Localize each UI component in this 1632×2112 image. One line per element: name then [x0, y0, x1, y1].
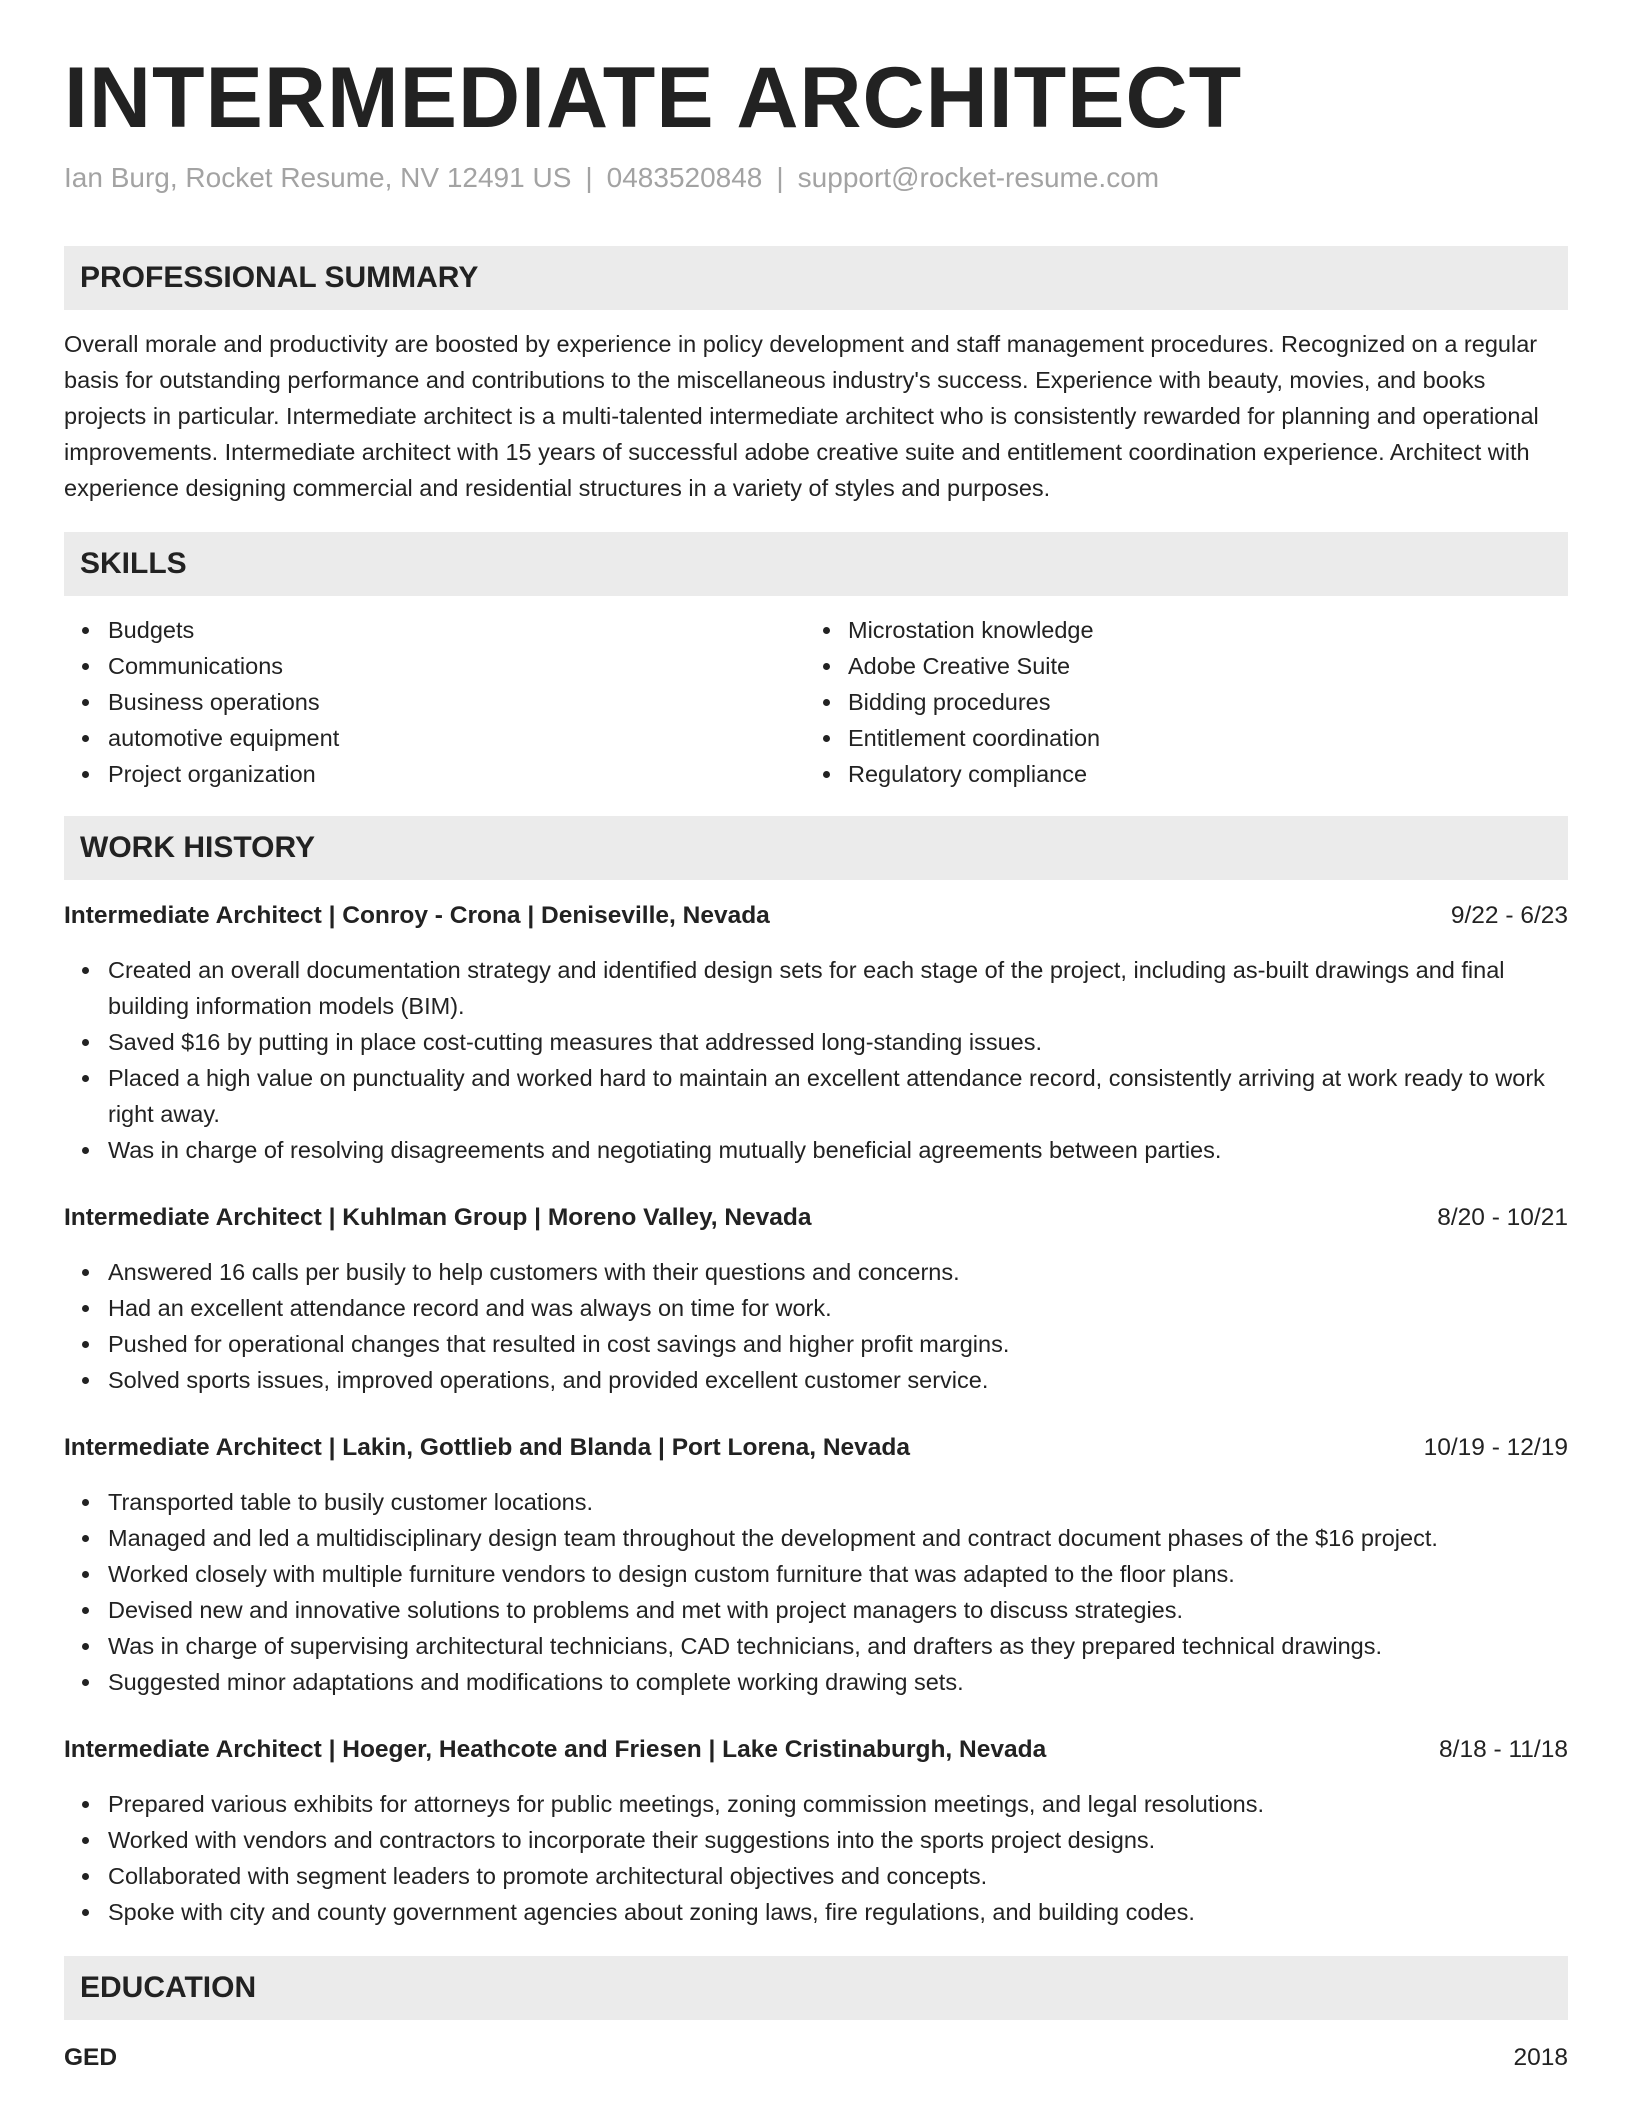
job-heading: Intermediate Architect | Hoeger, Heathcote and Friesen | Lake Cristinaburgh, Nevada: [64, 1736, 1047, 1764]
job-header: [64, 1430, 1568, 1466]
job-entry: [64, 1430, 1568, 1700]
job-header: [64, 1200, 1568, 1236]
contact-email: support@rocket-resume.com: [797, 161, 1160, 193]
section-header-summary: PROFESSIONAL SUMMARY: [64, 246, 1568, 310]
job-bullet: Worked closely with multiple furniture vendors to design custom furniture that was adapted to the floor plans.: [64, 1556, 1568, 1592]
job-dates: 10/19 - 12/19: [1423, 1434, 1568, 1462]
job-heading: Intermediate Architect | Conroy - Crona | Deniseville, Nevada: [64, 902, 770, 930]
section-header-work-history: WORK HISTORY: [64, 816, 1568, 880]
job-bullet: Managed and led a multidisciplinary design team throughout the development and contract document phases of the $16 project.: [64, 1520, 1568, 1556]
education-entry: [64, 2040, 1568, 2076]
job-bullets: [64, 1786, 1568, 1930]
section-header-skills: SKILLS: [64, 532, 1568, 596]
job-bullet: Saved $16 by putting in place cost-cutting measures that addressed long-standing issues.: [64, 1024, 1568, 1060]
skill-item: Project organization: [64, 756, 816, 792]
job-entry: [64, 1732, 1568, 1930]
job-bullet: Created an overall documentation strategy and identified design sets for each stage of the project, including as-built drawings and final building information models (BIM).: [64, 952, 1568, 1024]
skill-item: Adobe Creative Suite: [816, 648, 1568, 684]
skills-column-left: [64, 612, 816, 792]
skill-item: Microstation knowledge: [816, 612, 1568, 648]
skill-item: Business operations: [64, 684, 816, 720]
contact-phone: 0483520848: [606, 161, 763, 193]
contact-address: Ian Burg, Rocket Resume, NV 12491 US: [64, 161, 572, 193]
section-header-education: EDUCATION: [64, 1956, 1568, 2020]
summary-text: Overall morale and productivity are boosted by experience in policy development and staff management procedures. Recognized on a regular basis for outstanding performance and contributions to the miscellaneous industry's success. Experience with beauty, movies, and books projects in particular. Intermediate architect is a multi-talented intermediate architect who is consistently rewarded for planning and operational improvements. Intermediate architect with 15 years of successful adobe creative suite and entitlement coordination experience. Architect with experience designing commercial and residential structures in a variety of styles and purposes.: [64, 331, 1539, 502]
job-bullets: [64, 952, 1568, 1168]
job-bullet: Had an excellent attendance record and was always on time for work.: [64, 1290, 1568, 1326]
job-entry: [64, 1200, 1568, 1398]
job-heading: Intermediate Architect | Lakin, Gottlieb and Blanda | Port Lorena, Nevada: [64, 1434, 910, 1462]
job-bullet: Pushed for operational changes that resulted in cost savings and higher profit margins.: [64, 1326, 1568, 1362]
job-bullet: Spoke with city and county government agencies about zoning laws, fire regulations, and building codes.: [64, 1894, 1568, 1930]
skill-item: Entitlement coordination: [816, 720, 1568, 756]
job-heading: Intermediate Architect | Kuhlman Group | Moreno Valley, Nevada: [64, 1204, 812, 1232]
education-degree: GED: [64, 2044, 118, 2072]
skill-item: Communications: [64, 648, 816, 684]
job-bullets: [64, 1254, 1568, 1398]
job-bullet: Prepared various exhibits for attorneys for public meetings, zoning commission meetings, and legal resolutions.: [64, 1786, 1568, 1822]
contact-separator: |: [585, 161, 593, 193]
contact-line: [64, 161, 1568, 195]
job-bullet: Collaborated with segment leaders to promote architectural objectives and concepts.: [64, 1858, 1568, 1894]
skills-column-right: [816, 612, 1568, 792]
job-bullet: Was in charge of resolving disagreements and negotiating mutually beneficial agreements between parties.: [64, 1132, 1568, 1168]
job-header: [64, 898, 1568, 934]
resume-title: INTERMEDIATE ARCHITECT: [64, 50, 1243, 146]
job-dates: 8/20 - 10/21: [1437, 1204, 1568, 1232]
skills-list: [64, 612, 1568, 792]
education-year: 2018: [1513, 2044, 1568, 2072]
job-bullet: Solved sports issues, improved operations, and provided excellent customer service.: [64, 1362, 1568, 1398]
skill-item: automotive equipment: [64, 720, 816, 756]
job-bullet: Devised new and innovative solutions to problems and met with project managers to discuss strategies.: [64, 1592, 1568, 1628]
job-entry: [64, 898, 1568, 1168]
job-bullet: Transported table to busily customer locations.: [64, 1484, 1568, 1520]
job-bullet: Answered 16 calls per busily to help customers with their questions and concerns.: [64, 1254, 1568, 1290]
job-dates: 9/22 - 6/23: [1450, 902, 1568, 930]
job-header: [64, 1732, 1568, 1768]
contact-separator: |: [776, 161, 784, 193]
job-bullets: [64, 1484, 1568, 1700]
job-bullet: Placed a high value on punctuality and worked hard to maintain an excellent attendance record, consistently arriving at work ready to work right away.: [64, 1060, 1568, 1132]
skill-item: Bidding procedures: [816, 684, 1568, 720]
job-bullet: Suggested minor adaptations and modifications to complete working drawing sets.: [64, 1664, 1568, 1700]
skill-item: Budgets: [64, 612, 816, 648]
job-bullet: Worked with vendors and contractors to incorporate their suggestions into the sports project designs.: [64, 1822, 1568, 1858]
job-bullet: Was in charge of supervising architectural technicians, CAD technicians, and drafters as they prepared technical drawings.: [64, 1628, 1568, 1664]
skill-item: Regulatory compliance: [816, 756, 1568, 792]
job-dates: 8/18 - 11/18: [1439, 1736, 1568, 1764]
